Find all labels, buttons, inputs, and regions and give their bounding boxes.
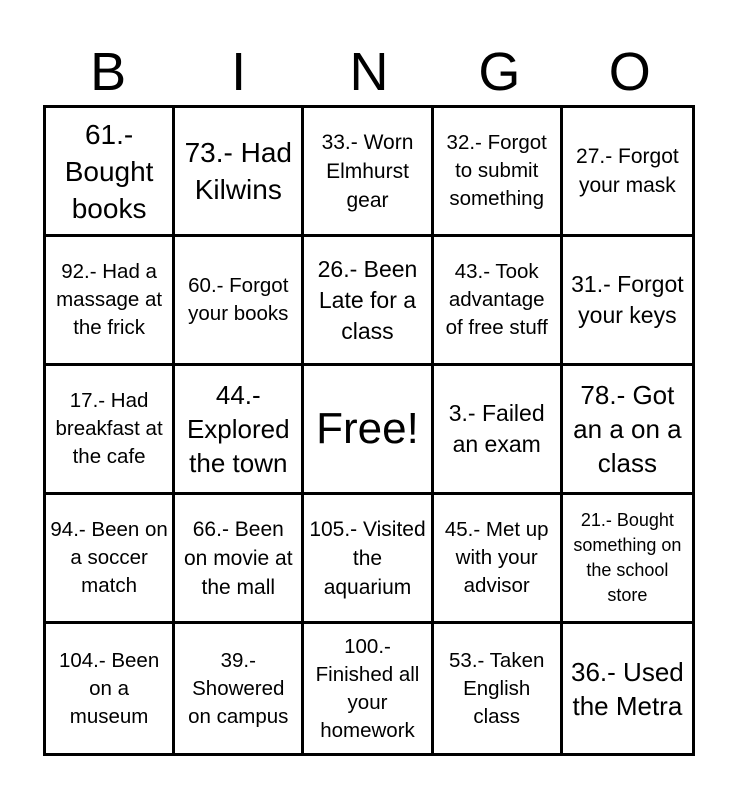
header-letter-i: I [231, 42, 247, 102]
cell-label: 78.- Got an a on a class [573, 380, 682, 478]
bingo-cell[interactable] [304, 495, 433, 624]
bingo-cell[interactable] [46, 624, 175, 753]
bingo-cell[interactable] [304, 624, 433, 753]
header-letter-o: O [608, 42, 651, 102]
free-space[interactable] [304, 366, 433, 495]
cell-label: 60.- Forgot your books [188, 274, 289, 325]
cell-label: 44.- Explored the town [186, 380, 290, 478]
header-letter-b: B [90, 42, 127, 102]
bingo-cell[interactable] [563, 108, 692, 237]
cell-label: 94.- Been on a soccer match [50, 518, 168, 597]
bingo-cell[interactable] [434, 624, 563, 753]
cell-label: 92.- Had a massage at the frick [56, 260, 163, 339]
cell-label: 73.- Had Kilwins [184, 137, 292, 205]
bingo-cell[interactable] [434, 108, 563, 237]
cell-label: 53.- Taken English class [449, 648, 545, 728]
free-space-label: Free! [316, 404, 419, 453]
cell-label: 3.- Failed an exam [448, 400, 545, 457]
bingo-cell[interactable] [175, 366, 304, 495]
cell-label: 33.- Worn Elmhurst gear [321, 130, 414, 212]
cell-label: 43.- Took advantage of free stuff [445, 260, 548, 339]
cell-label: 17.- Had breakfast at the cafe [55, 389, 163, 468]
bingo-cell[interactable] [46, 237, 175, 366]
cell-label: 36.- Used the Metra [571, 656, 684, 721]
cell-label: 39.- Showered on campus [188, 648, 289, 728]
cell-label: 32.- Forgot to submit something [446, 131, 547, 210]
bingo-cell[interactable] [563, 624, 692, 753]
bingo-cell[interactable] [175, 495, 304, 624]
bingo-cell[interactable] [304, 108, 433, 237]
bingo-cell[interactable] [304, 237, 433, 366]
header-letter-n: N [349, 42, 389, 102]
bingo-cell[interactable] [175, 108, 304, 237]
bingo-cell[interactable] [46, 495, 175, 624]
bingo-cell[interactable] [563, 366, 692, 495]
cell-label: 27.- Forgot your mask [576, 145, 679, 197]
bingo-cell[interactable] [434, 495, 563, 624]
bingo-cell[interactable] [175, 237, 304, 366]
bingo-cell[interactable] [563, 237, 692, 366]
cell-label: 26.- Been Late for a class [317, 255, 418, 344]
cell-label: 31.- Forgot your keys [571, 271, 684, 328]
header-letter-g: G [478, 42, 521, 102]
bingo-cell[interactable] [46, 108, 175, 237]
cell-label: 100.- Finished all your homework [315, 634, 420, 742]
bingo-board [43, 105, 695, 756]
bingo-cell[interactable] [175, 624, 304, 753]
cell-label: 66.- Been on movie at the mall [184, 517, 293, 599]
bingo-cell[interactable] [434, 237, 563, 366]
cell-label: 21.- Bought something on the school store [573, 510, 682, 605]
bingo-cell[interactable] [563, 495, 692, 624]
bingo-cell[interactable] [46, 366, 175, 495]
cell-label: 61.- Bought books [64, 118, 154, 224]
bingo-header [43, 40, 695, 104]
cell-label: 105.- Visited the aquarium [309, 517, 426, 599]
cell-label: 45.- Met up with your advisor [444, 518, 549, 597]
bingo-cell[interactable] [434, 366, 563, 495]
cell-label: 104.- Been on a museum [58, 648, 160, 728]
